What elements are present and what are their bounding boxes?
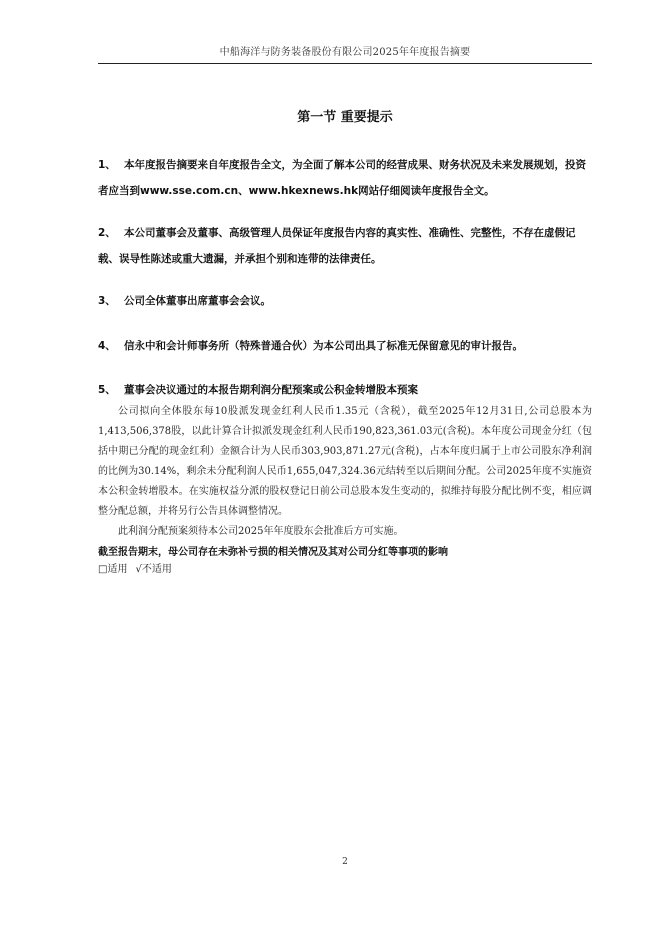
option-applicable: □适用 [98,564,128,575]
notice-item-1 [98,152,592,204]
notice-item-5 [98,377,592,403]
dividend-plan [98,402,592,542]
item-number: 4、 [98,340,116,352]
running-header: 中船海洋与防务装备股份有限公司2025年年度报告摘要 [219,47,471,58]
applicability-options [98,562,180,578]
item-text: 本年度报告摘要来自年度报告全文，为全面了解本公司的经营成果、财务状况及未来发展规划，投资者应当到www.sse.com.cn、www.hkexnews.hk网站仔细阅读年度报告全文。 [98,159,586,197]
item-text: 信永中和会计师事务所（特殊普通合伙）为本公司出具了标准无保留意见的审计报告。 [124,340,523,352]
uncovered-loss-note: 截至报告期末，母公司存在未弥补亏损的相关情况及其对公司分红等事项的影响 [98,547,448,558]
item-number: 1、 [98,159,116,171]
dividend-approval-paragraph: 此利润分配预案须待本公司2025年年度股东会批准后方可实施。 [118,526,404,537]
item-number: 3、 [98,295,116,307]
page-number: 2 [342,857,348,867]
notice-item-3 [98,288,592,314]
item-text: 本公司董事会及董事、高级管理人员保证年度报告内容的真实性、准确性、完整性，不存在虚假记载、误导性陈述或重大遗漏，并承担个别和连带的法律责任。 [98,227,576,265]
notice-item-2 [98,220,592,272]
section-title: 第一节 重要提示 [297,110,393,125]
option-not-applicable: √不适用 [135,564,172,575]
dividend-paragraph: 公司拟向全体股东每10股派发现金红利人民币1.35元（含税），截至2025年12月31日,公司总股本为1,413,506,378股，以此计算合计拟派发现金红利人民币190,823,361.03元(含税)。本年度公司现金分红（包括中期已分配的现金红利）金额合计为人民币303,903,871.27元(含税)，占本年度归属于上市公司股东净利润的比例为30.14%，剩余未分配利润人民币1,655,047,324.36元结转至以后期间分配。公司2025年度不实施资本公积金转增股本。在实施权益分派的股权登记日前公司总股本发生变动的，拟维持每股分配比例不变，相应调整分配总额，并将另行公告具体调整情况。 [98,406,592,517]
item-number: 5、 [98,384,116,396]
notice-item-4 [98,333,592,359]
item-text: 董事会决议通过的本报告期利润分配预案或公积金转增股本预案 [124,384,418,396]
item-number: 2、 [98,227,116,239]
item-text: 公司全体董事出席董事会会议。 [124,295,271,307]
header-rule [98,63,592,64]
